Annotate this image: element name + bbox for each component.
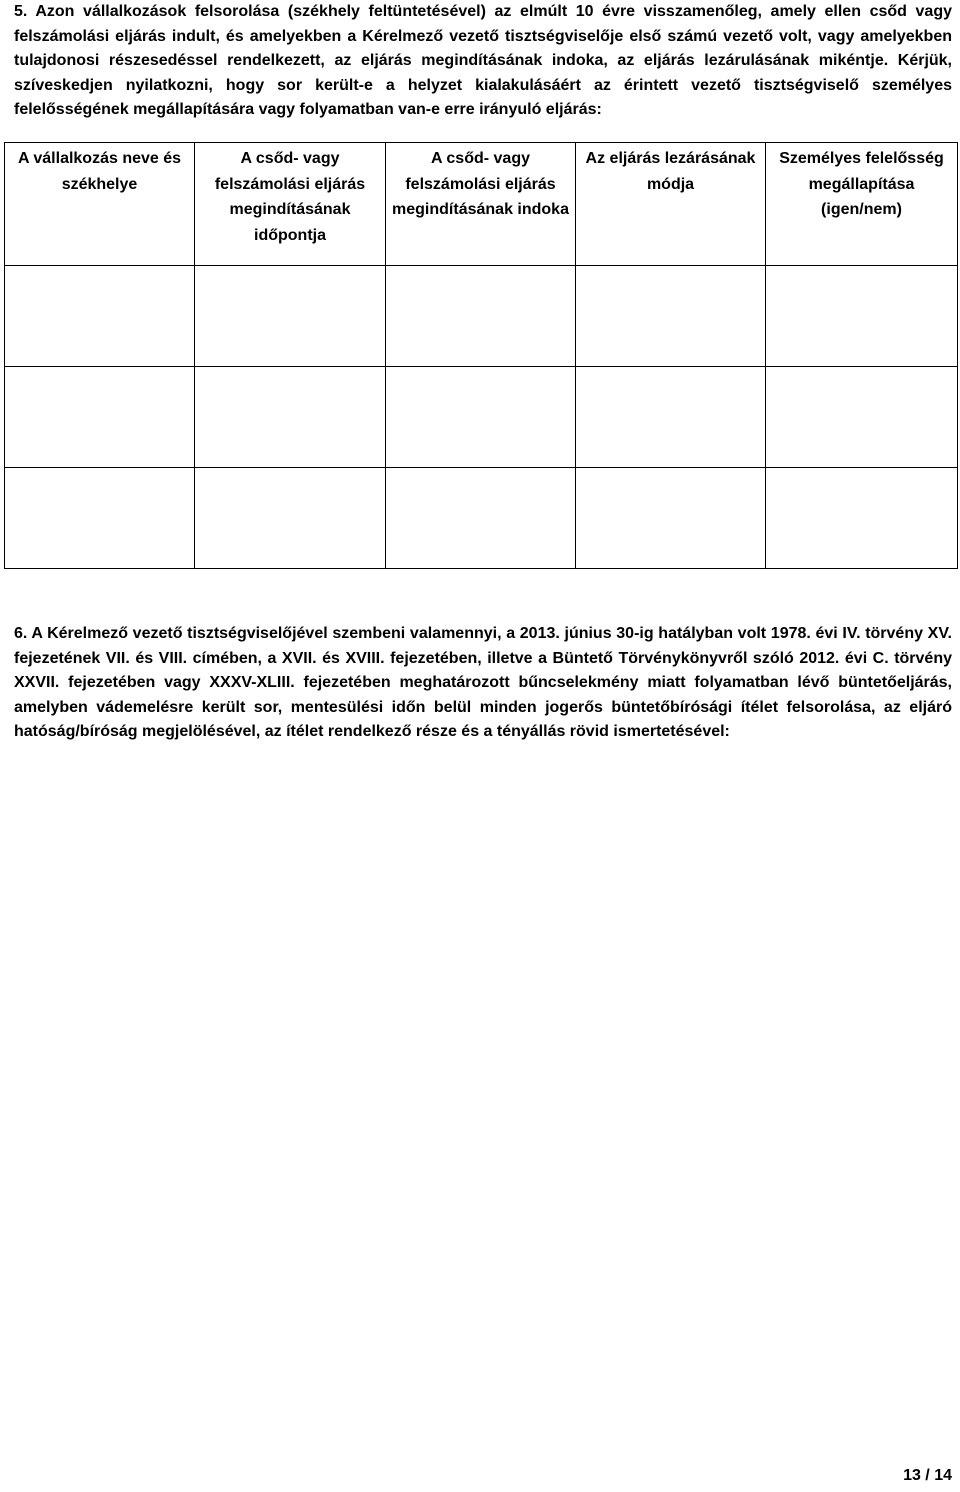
header-closing-method: Az eljárás lezárásának módja	[576, 143, 766, 266]
table-cell-closing[interactable]	[576, 266, 766, 367]
table-cell-liability[interactable]	[766, 266, 958, 367]
table-cell-company[interactable]	[5, 266, 195, 367]
page-number: 13 / 14	[903, 1467, 952, 1484]
table-cell-reason[interactable]	[386, 367, 576, 468]
table-cell-liability[interactable]	[766, 468, 958, 569]
header-company-name-seat: A vállalkozás neve és székhelye	[5, 143, 195, 266]
section-5-text: 5. Azon vállalkozások felsorolása (székhely feltüntetésével) az elmúlt 10 évre visszamenőleg, amely ellen csőd vagy felszámolási eljárás indult, és amelyekben a Kérelmező vezető tisztségviselője első számú vezető volt, vagy amelyekben tulajdonosi részesedéssel rendelkezett, az eljárás megindításának indoka, az eljárás lezárulásának mikéntje. Kérjük, szíveskedjen nyilatkozni, hogy sor került-e a helyzet kialakulásáért az érintett vezető tisztségviselő személyes felelősségének megállapítására vagy folyamatban van-e erre irányuló eljárás:	[14, 3, 952, 118]
table-header-row	[5, 143, 958, 266]
table-cell-company[interactable]	[5, 468, 195, 569]
header-personal-liability: Személyes felelősség megállapítása (igen/nem)	[766, 143, 958, 266]
table-cell-company[interactable]	[5, 367, 195, 468]
table-cell-reason[interactable]	[386, 468, 576, 569]
table-cell-start-date[interactable]	[195, 266, 386, 367]
table-row	[5, 266, 958, 367]
header-proceeding-reason: A csőd- vagy felszámolási eljárás megindításának indoka	[386, 143, 576, 266]
table-row	[5, 468, 958, 569]
section-6-text: 6. A Kérelmező vezető tisztségviselőjével szembeni valamennyi, a 2013. június 30-ig hatályban volt 1978. évi IV. törvény XV. fejezetének VII. és VIII. címében, a XVII. és XVIII. fejezetében, illetve a Büntető Törvénykönyvről szóló 2012. évi C. törvény XXVII. fejezetében vagy XXXV-XLIII. fejezetében meghatározott bűncselekmény miatt folyamatban lévő büntetőeljárás, amelyben vádemelésre került sor, mentesülési időn belül minden jogerős büntetőbírósági ítélet felsorolása, az eljáró hatóság/bíróság megjelölésével, az ítélet rendelkező része és a tényállás rövid ismertetésével:	[14, 625, 952, 740]
table-cell-start-date[interactable]	[195, 468, 386, 569]
table-cell-liability[interactable]	[766, 367, 958, 468]
table-row	[5, 367, 958, 468]
table-cell-closing[interactable]	[576, 468, 766, 569]
table-cell-closing[interactable]	[576, 367, 766, 468]
company-proceedings-table	[4, 142, 958, 569]
header-proceeding-start-date: A csőd- vagy felszámolási eljárás megindításának időpontja	[195, 143, 386, 266]
table-cell-reason[interactable]	[386, 266, 576, 367]
table-cell-start-date[interactable]	[195, 367, 386, 468]
